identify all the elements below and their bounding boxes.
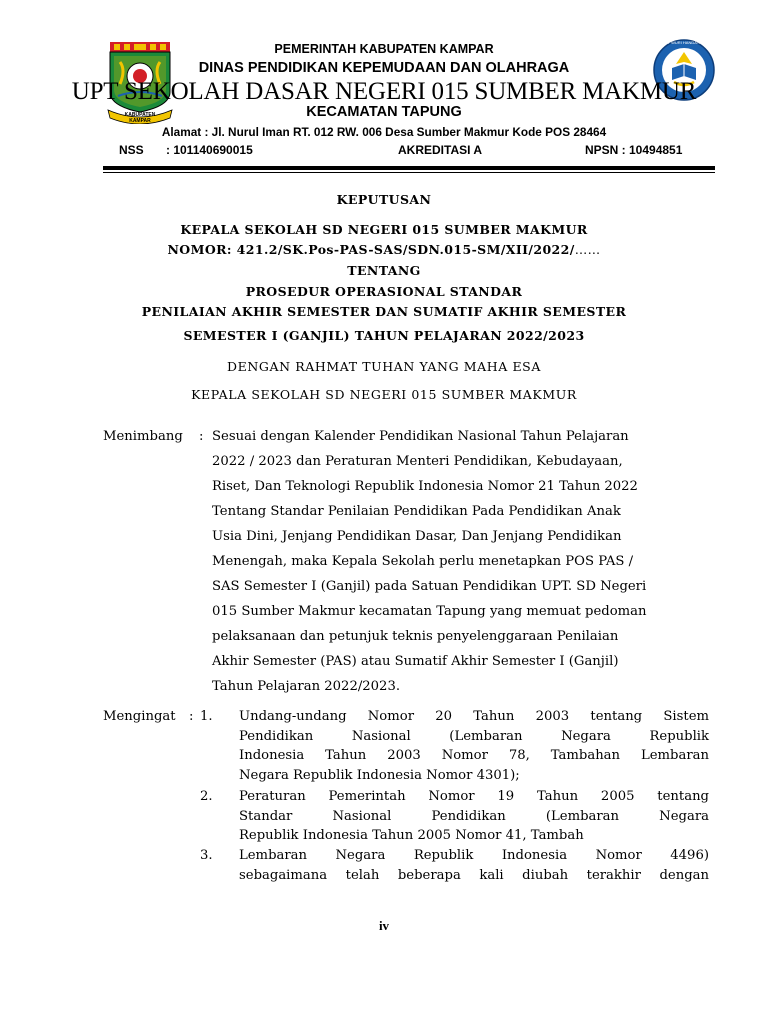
menimbang-line: Riset, Dan Teknologi Republik Indonesia Nomor 21 Tahun 2022 (212, 479, 638, 494)
menimbang-line: SAS Semester I (Ganjil) pada Satuan Pendidikan UPT. SD Negeri (212, 579, 647, 594)
menimbang-paragraph (212, 424, 714, 699)
mengingat-label: Mengingat (103, 709, 176, 724)
decree-number: NOMOR: 421.2/SK.Pos-PAS-SAS/SDN.015-SM/XII/2022/ (167, 242, 575, 257)
mengingat-line: Standar Nasional Pendidikan (Lembaran Negara (239, 808, 709, 824)
mengingat-colon: : (189, 709, 194, 724)
logo-left-caption: KABUPATEN KAMPAR (124, 112, 156, 124)
menimbang-line: Usia Dini, Jenjang Pendidikan Dasar, Dan Jenjang Pendidikan (212, 529, 622, 544)
nss-value: : 101140690015 (166, 143, 253, 157)
menimbang-line: Tahun Pelajaran 2022/2023. (212, 679, 401, 694)
menimbang-line: pelaksanaan dan petunjuk teknis penyelenggaraan Penilaian (212, 629, 619, 644)
menimbang-line: Sesuai dengan Kalender Pendidikan Nasional Tahun Pelajaran (212, 429, 629, 444)
page-number: iv (378, 918, 390, 933)
government-line: PEMERINTAH KABUPATEN KAMPAR (274, 42, 494, 56)
logo-right-caption: TUT WURI HANDAYANI (662, 40, 706, 45)
decree-about: TENTANG (347, 263, 421, 278)
decree-subject-1: PROSEDUR OPERASIONAL STANDAR (245, 284, 523, 299)
mengingat-line: Negara Republik Indonesia Nomor 4301); (239, 767, 520, 783)
school-name: UPT SEKOLAH DASAR NEGERI 015 SUMBER MAKMUR (71, 78, 697, 105)
menimbang-label-text: Menimbang (103, 429, 183, 444)
mengingat-item-number: 3. (200, 848, 213, 863)
department-line: DINAS PENDIDIKAN KEPEMUDAAN DAN OLAHRAGA (198, 60, 570, 76)
menimbang-line: 015 Sumber Makmur kecamatan Tapung yang memuat pedoman (212, 604, 647, 619)
decree-subject-2: PENILAIAN AKHIR SEMESTER DAN SUMATIF AKHIR SEMESTER (141, 304, 627, 319)
header-rule-thin (103, 172, 715, 173)
mengingat-item-2 (239, 787, 709, 846)
mengingat-item-1 (239, 707, 709, 785)
mengingat-line: Lembaran Negara Republik Indonesia Nomor 4496) (239, 848, 709, 863)
npsn: NPSN : 10494851 (585, 143, 683, 157)
mengingat-item-number: 2. (200, 789, 213, 804)
menimbang-line: Tentang Standar Penilaian Pendidikan Pada Pendidikan Anak (212, 504, 621, 519)
decree-subject-3: SEMESTER I (GANJIL) TAHUN PELAJARAN 2022/2023 (183, 328, 585, 343)
mengingat-line: sebagaimana telah beberapa kali diubah terakhir dengan (239, 867, 709, 883)
menimbang-line: Menengah, maka Kepala Sekolah perlu menetapkan POS PAS / (212, 554, 634, 569)
mengingat-line: Pendidikan Nasional (Lembaran Negara Republik (239, 728, 709, 744)
menimbang-label (103, 424, 183, 449)
mengingat-item-3 (239, 846, 709, 885)
decree-issuer: KEPALA SEKOLAH SD NEGERI 015 SUMBER MAKMUR (180, 222, 588, 237)
blessing-line: DENGAN RAHMAT TUHAN YANG MAHA ESA (227, 359, 541, 374)
accreditation: AKREDITASI A (398, 143, 482, 157)
mengingat-line: Peraturan Pemerintah Nomor 19 Tahun 2005 tentang (239, 789, 709, 804)
mengingat-line: Republik Indonesia Tahun 2005 Nomor 41, Tambah (239, 828, 584, 843)
header-rule-thick (103, 166, 715, 170)
address-line: Alamat : Jl. Nurul Iman RT. 012 RW. 006 Desa Sumber Makmur Kode POS 28464 (161, 125, 607, 139)
decree-number-line (0, 242, 768, 257)
mengingat-line: Indonesia Tahun 2003 Nomor 78, Tambahan Lembaran (239, 748, 709, 763)
decree-number-dots: …… (574, 242, 601, 257)
menimbang-line: Akhir Semester (PAS) atau Sumatif Akhir Semester I (Ganjil) (212, 654, 619, 669)
head-line: KEPALA SEKOLAH SD NEGERI 015 SUMBER MAKMUR (191, 387, 577, 402)
decree-title: KEPUTUSAN (336, 192, 432, 207)
menimbang-line: 2022 / 2023 dan Peraturan Menteri Pendidikan, Kebudayaan, (212, 454, 623, 469)
district-line: KECAMATAN TAPUNG (306, 104, 462, 120)
mengingat-item-number: 1. (200, 709, 213, 724)
menimbang-colon: : (199, 429, 204, 444)
mengingat-line: Undang-undang Nomor 20 Tahun 2003 tentang Sistem (239, 709, 709, 724)
nss-label: NSS (119, 143, 144, 157)
